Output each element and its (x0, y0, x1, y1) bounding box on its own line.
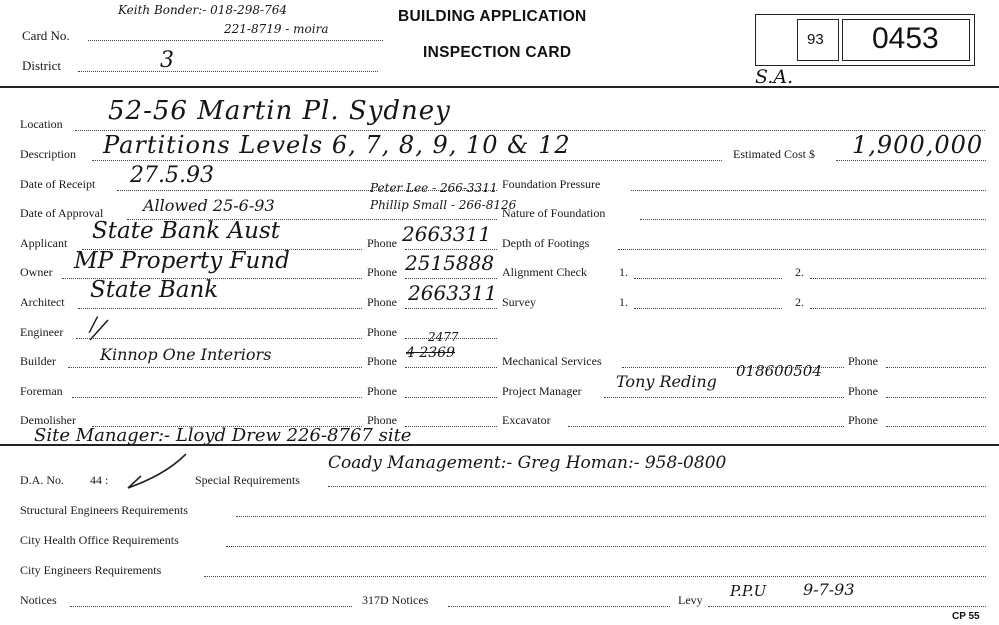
special-requirements-label: Special Requirements (195, 473, 300, 487)
alignment-2: 2. (795, 265, 804, 279)
nature-of-foundation-label: Nature of Foundation (502, 206, 606, 220)
alignment-1: 1. (619, 265, 628, 279)
architect-label: Architect (20, 295, 65, 309)
architect-value: State Bank (90, 277, 219, 303)
project-manager-value: Tony Reding (616, 372, 717, 391)
estimated-cost-value: 1,900,000 (852, 131, 984, 159)
engineer-phone-label: Phone (367, 325, 397, 339)
levy-date: 9-7-93 (803, 580, 855, 599)
applicant-value: State Bank Aust (92, 218, 281, 244)
notices-317d-label: 317D Notices (362, 593, 429, 607)
applicant-phone: 2663311 (402, 222, 492, 246)
applicant-phone-label: Phone (367, 236, 397, 250)
engineer-slash (90, 320, 108, 340)
district-value: 3 (160, 48, 174, 73)
levy-label: Levy (678, 593, 703, 607)
date-of-receipt-label: Date of Receipt (20, 177, 96, 191)
date-of-approval-value: Allowed 25-6-93 (143, 196, 275, 215)
project-manager-phone-label: Phone (848, 384, 878, 398)
project-manager-phone: 018600504 (736, 362, 822, 380)
engineer-label: Engineer (20, 325, 64, 339)
district-label: District (22, 58, 61, 73)
builder-label: Builder (20, 354, 56, 368)
engineer-value: / (90, 312, 97, 336)
description-value: Partitions Levels 6, 7, 8, 9, 10 & 12 (103, 131, 571, 159)
approval-note-1: Peter Lee - 266-3311 (370, 181, 498, 195)
card-no-value: 221-8719 - moira (224, 22, 329, 36)
demolisher-label: Demolisher (20, 413, 76, 427)
special-requirements-value: Coady Management:- Greg Homan:- 958-0800 (328, 453, 727, 473)
depth-of-footings-label: Depth of Footings (502, 236, 590, 250)
da-no-label: D.A. No. (20, 473, 64, 487)
mechanical-phone-label: Phone (848, 354, 878, 368)
city-engineers-label: City Engineers Requirements (20, 563, 162, 577)
date-of-approval-label: Date of Approval (20, 206, 104, 220)
card-no-label: Card No. (22, 28, 70, 43)
levy-value: P.P.U (730, 582, 767, 600)
title-line-2: INSPECTION CARD (423, 44, 572, 61)
builder-value: Kinnop One Interiors (100, 345, 272, 364)
architect-phone-label: Phone (367, 295, 397, 309)
box-number: 0453 (872, 22, 939, 55)
project-manager-label: Project Manager (502, 384, 582, 398)
builder-phone: 2477 (428, 330, 459, 344)
applicant-label: Applicant (20, 236, 68, 250)
foreman-phone-label: Phone (367, 384, 397, 398)
sa-note: S.A. (755, 66, 794, 88)
demolisher-phone-label: Phone (367, 413, 397, 427)
notices-label: Notices (20, 593, 57, 607)
survey-label: Survey (502, 295, 536, 309)
date-of-receipt-value: 27.5.93 (130, 163, 214, 188)
owner-phone: 2515888 (405, 251, 495, 275)
foreman-label: Foreman (20, 384, 63, 398)
survey-1: 1. (619, 295, 628, 309)
foundation-pressure-label: Foundation Pressure (502, 177, 601, 191)
estimated-cost-label: Estimated Cost $ (733, 147, 815, 161)
architect-phone: 2663311 (408, 281, 498, 305)
excavator-phone-label: Phone (848, 413, 878, 427)
title-line-1: BUILDING APPLICATION (398, 8, 587, 25)
builder-phone-label: Phone (367, 354, 397, 368)
form-code: CP 55 (952, 611, 980, 622)
owner-phone-label: Phone (367, 265, 397, 279)
description-label: Description (20, 147, 76, 161)
owner-label: Owner (20, 265, 53, 279)
contact-note: Keith Bonder:- 018-298-764 (118, 3, 287, 17)
location-label: Location (20, 117, 63, 131)
location-value: 52-56 Martin Pl. Sydney (108, 96, 451, 126)
da-arrow-stroke (128, 454, 186, 488)
alignment-check-label: Alignment Check (502, 265, 587, 279)
structural-engineers-label: Structural Engineers Requirements (20, 503, 188, 517)
excavator-label: Excavator (502, 413, 551, 427)
box-year: 93 (807, 31, 824, 48)
survey-2: 2. (795, 295, 804, 309)
city-health-label: City Health Office Requirements (20, 533, 179, 547)
mechanical-services-label: Mechanical Services (502, 354, 602, 368)
owner-value: MP Property Fund (74, 248, 290, 274)
builder-phone-struck: 4 2369 (406, 345, 455, 361)
da-no-value: 44 : (90, 473, 109, 487)
site-manager-note: Site Manager:- Lloyd Drew 226-8767 site (34, 425, 412, 446)
approval-note-2: Phillip Small - 266-8126 (370, 198, 517, 212)
